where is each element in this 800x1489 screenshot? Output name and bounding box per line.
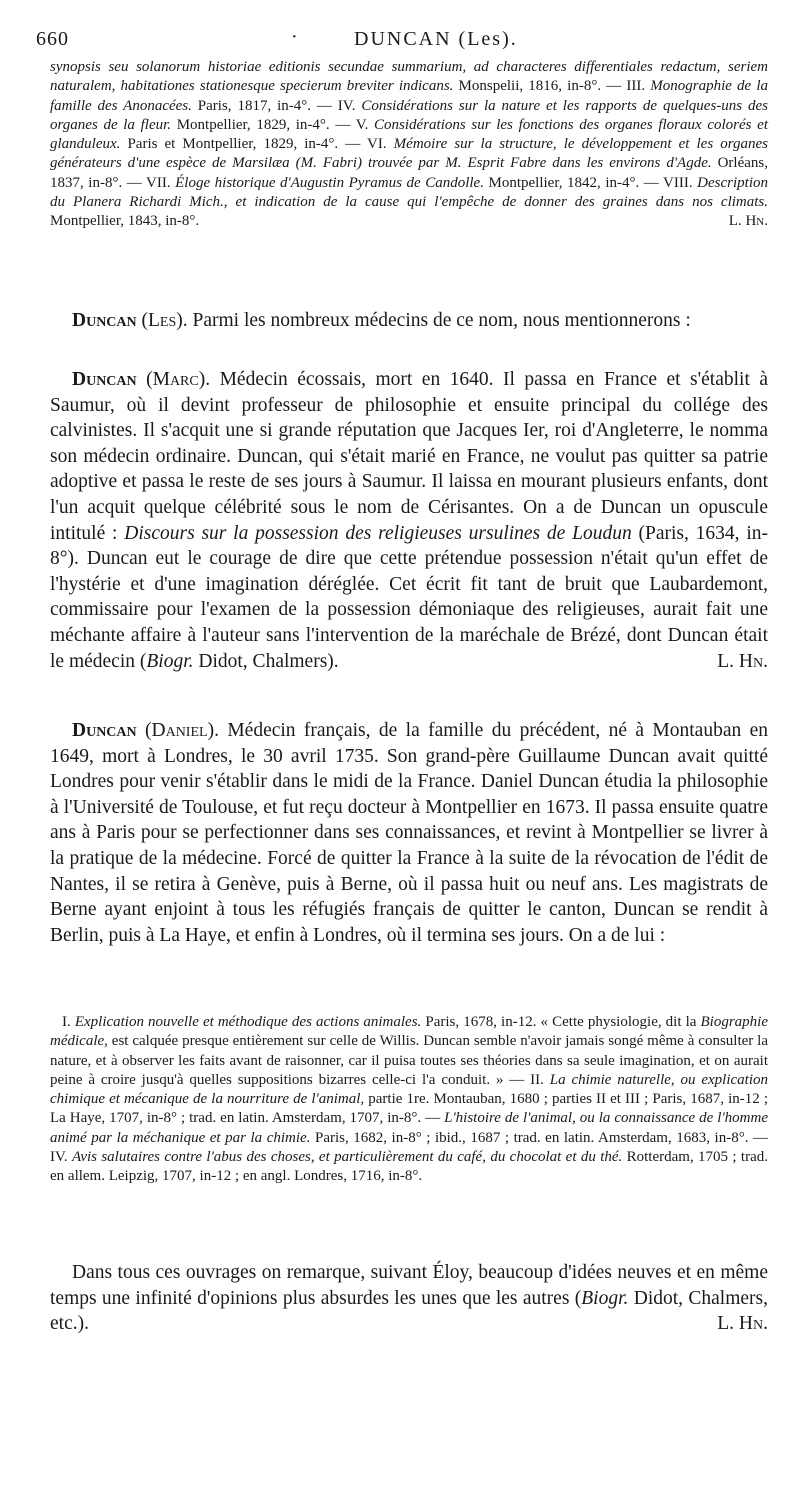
entry-duncan-marc [50, 367, 768, 674]
marc-text-5: Didot, Chalmers). [193, 650, 339, 672]
running-title: DUNCAN (Les). [354, 28, 518, 50]
prev-title-9: Mémoire sur la structure, le développement et les organes générateurs d'une espèce de Marsilæa (M. Fabri) trouvée par M. Esprit Fabre dans les environs d'Agde. [50, 136, 768, 172]
prev-title-11: Éloge historique d'Augustin Pyramus de Candolle. [175, 174, 484, 191]
closing-text-1: Dans tous ces ouvrages on remarque, suivant Éloy, beaucoup d'idées neuves et en même temps une infinité d'opinions plus absurdes les unes que les autres ( [50, 1262, 768, 1309]
entry-headword: Duncan [72, 310, 137, 331]
marc-headword: Duncan [72, 369, 137, 390]
prev-text-12: Montpellier, 1842, in-4°. — VIII. [483, 174, 698, 191]
prev-title-5: Considérations sur la nature et les rapports de quelques-uns des organes de la fleur. [50, 97, 768, 133]
daniel-headword: Duncan [72, 720, 137, 741]
prev-text-10: Orléans, 1837, in-8°. — VII. [50, 155, 768, 191]
prev-text-14: Montpellier, 1843, in-8°. [50, 213, 200, 230]
prev-title-3: Monographie de la famille des Anonacées. [50, 78, 768, 114]
page-number: 660 [36, 28, 69, 50]
prev-entry-signature: L. Hn. [728, 213, 768, 230]
works-text-5: est calquée presque entièrement sur celle de Willis. Duncan semble n'avoir jamais songé même à consulter la nature, et à observer les faits avant de raisonner, car il puisa toutes ses théories dans sa seule imagination, et on aurait peine à croire jusqu'à quelles suppositions bizarres celle-ci l'a conduit. » — II. [50, 1033, 768, 1088]
marc-work-title: Discours sur la possession des religieuses ursulines de Loudun [124, 522, 632, 544]
prev-text-2: Monspelii, 1816, in-8°. — III. [453, 78, 651, 95]
daniel-text: Médecin français, de la famille du précédent, né à Montauban en 1649, mort à Londres, le 30 avril 1735. Son grand-père Guillaume Duncan avait quitté Londres pour venir s'établir dans le midi de la France. Daniel Duncan étudia la philosophie à l'Université de Toulouse, et fut reçu docteur à Montpellier en 1673. Il passa ensuite quatre ans à Paris pour se perfectionner dans ses connaissances, et revint à Montpellier se livrer à la pratique de la médecine. Forcé de quitter la France à la suite de la révocation de l'édit de Nantes, il se retira à Genève, puis à Berne, où il passa huit ou neuf ans. Les magistrats de Berne ayant enjoint à tous les réfugiés français de quitter le canton, Duncan se rendit à Berlin, puis à La Haye, et enfin à Londres, où il termina ses jours. On a de lui : [50, 720, 768, 946]
works-title-2: Explication nouvelle et méthodique des actions animales. [74, 1014, 422, 1030]
closing-paragraph [50, 1260, 768, 1337]
marc-biogr: Biogr. [146, 650, 194, 672]
works-text-7: partie 1re. Montauban, 1680 ; parties II et III ; Paris, 1687, in-12 ; La Haye, 1707, in-8° ; trad. en latin. Amsterdam, 1707, in-8°. — [50, 1091, 768, 1127]
entry-qualifier: (Les). [141, 310, 188, 331]
marc-text-3: (Paris, 1634, in-8°). Duncan eut le courage de dire que cette prétendue possession n'était qu'un effet de l'hystérie et d'une imagination déréglée. Cet écrit fit tant de bruit que Laubardemont, commissaire pour l'examen de la possession démoniaque des religieuses, aurait fait une méchante affaire à l'auteur sans l'intervention de la maréchale de Brézé, dont Duncan était le médecin ( [50, 522, 768, 672]
works-title-10: Avis salutaires contre l'abus des choses, et particulièrement du café, du chocolat et du thé. [72, 1149, 623, 1166]
prev-text-4: Paris, 1817, in-4°. — IV. [191, 97, 362, 114]
closing-text-3: Didot, Chalmers, etc.). [50, 1287, 768, 1335]
running-head [36, 26, 760, 54]
closing-biogr: Biogr. [581, 1287, 629, 1309]
prev-title-7: Considérations sur les fonctions des organes floraux colorés et glanduleux. [50, 116, 768, 153]
entry-duncan-daniel [50, 718, 768, 948]
entry-intro-text: Parmi les nombreux médecins de ce nom, nous mentionnerons : [187, 310, 691, 331]
prev-title-1: synopsis seu solanorum historiae editionis secundae summarium, ad characteres differentiales redactum, seriem naturalem, habitationes stationesque specierum breviter indicans. [50, 59, 768, 95]
marc-text-1: Médecin écossais, mort en 1640. Il passa en France et s'établit à Saumur, où il devint professeur de philosophie et ensuite principal du collége des calvinistes. Il s'acquit une si grande réputation que Jacques Ier, roi d'Angleterre, le nomma son médecin ordinaire. Duncan, qui s'était marié en France, ne voulut pas quitter sa patrie adoptive et passa le reste de ses jours à Saumur. Il laissa en mourant plusieurs enfants, dont l'un acquit quelque célébrité sous le nom de Cérisantes. On a de Duncan un opuscule intitulé : [50, 369, 768, 544]
header-dot: · [291, 26, 298, 48]
entry-duncan-les [50, 308, 768, 334]
closing-signature: L. Hn. [717, 1313, 768, 1335]
works-title-8: L'histoire de l'animal, ou la connaissance de l'homme animé par la méchanique et par la chimie. [50, 1110, 768, 1146]
marc-qualifier: (Marc). [146, 369, 211, 390]
works-text-11: Rotterdam, 1705 ; trad. en allem. Leipzig, 1707, in-12 ; en angl. Londres, 1716, in-8°. [50, 1149, 768, 1185]
prev-text-6: Montpellier, 1829, in-4°. — V. [171, 116, 375, 133]
works-title-4: Biographie médicale, [50, 1014, 768, 1050]
daniel-works-list [50, 1013, 768, 1187]
previous-entry-tail [50, 58, 768, 232]
marc-signature: L. Hn. [717, 650, 768, 672]
daniel-qualifier: (Daniel). [145, 720, 219, 741]
prev-title-13: Description du Planera Richardi Mich., et indication de la cause qui l'empêche de donner des graines dans nos climats. [50, 174, 768, 211]
works-text-9: Paris, 1682, in-8° ; ibid., 1687 ; trad. en latin. Amsterdam, 1683, in-8°. — IV. [50, 1129, 768, 1166]
works-text-3: Paris, 1678, in-12. « Cette physiologie, dit la [421, 1014, 701, 1030]
prev-text-8: Paris et Montpellier, 1829, in-4°. — VI. [120, 136, 394, 153]
works-title-6: La chimie naturelle, ou explication chimique et mécanique de la nourriture de l'animal, [50, 1071, 768, 1108]
works-text-1: I. [62, 1014, 75, 1030]
